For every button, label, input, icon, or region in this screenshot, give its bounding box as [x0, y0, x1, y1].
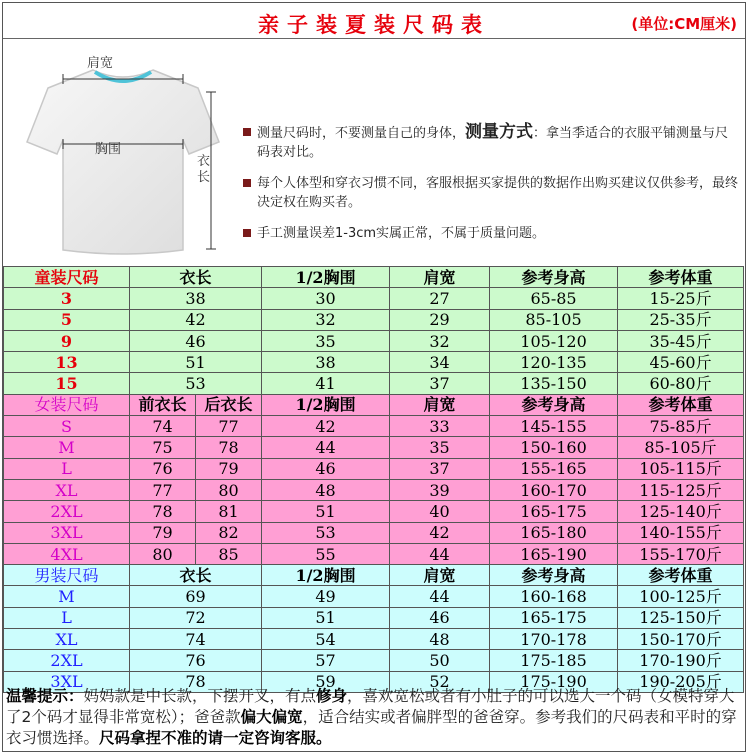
men-value-cell: 150-170斤: [618, 629, 744, 650]
unit-label: (单位:CM厘米): [631, 15, 737, 33]
women-value-cell: 160-170: [490, 479, 618, 500]
size-chart-table: [3, 266, 744, 693]
kids-size-cell: 5: [4, 309, 130, 330]
kids-value-cell: 32: [262, 309, 390, 330]
women-value-cell: 44: [262, 437, 390, 458]
women-header-cell: 前衣长: [130, 394, 196, 415]
note-1-emphasis: 测量方式: [465, 122, 534, 142]
kids-header-cell: 童装尺码: [4, 267, 130, 288]
women-value-cell: 85: [196, 543, 262, 564]
women-value-cell: 80: [196, 479, 262, 500]
men-header-cell: 肩宽: [390, 565, 490, 586]
kids-size-cell: 9: [4, 330, 130, 351]
kids-size-row: [4, 309, 744, 330]
kids-size-row: [4, 288, 744, 309]
women-value-cell: 42: [262, 416, 390, 437]
kids-header-cell: 衣长: [130, 267, 262, 288]
men-value-cell: 72: [130, 607, 262, 628]
kids-value-cell: 46: [130, 330, 262, 351]
men-value-cell: 44: [390, 586, 490, 607]
note-3: [241, 224, 741, 243]
kids-value-cell: 34: [390, 352, 490, 373]
kids-value-cell: 53: [130, 373, 262, 394]
kids-value-cell: 51: [130, 352, 262, 373]
women-header-cell: 参考体重: [618, 394, 744, 415]
men-rows: [4, 586, 744, 692]
men-value-cell: 59: [262, 671, 390, 692]
kids-size-row: [4, 373, 744, 394]
kids-value-cell: 42: [130, 309, 262, 330]
men-value-cell: 175-190: [490, 671, 618, 692]
note-3-text: 手工测量误差1-3cm实属正常，不属于质量问题。: [257, 226, 546, 241]
men-value-cell: 54: [262, 629, 390, 650]
women-size-row: [4, 543, 744, 564]
women-value-cell: 165-190: [490, 543, 618, 564]
men-header-cell: 参考体重: [618, 565, 744, 586]
men-size-cell: XL: [4, 629, 130, 650]
men-value-cell: 190-205斤: [618, 671, 744, 692]
kids-value-cell: 85-105: [490, 309, 618, 330]
women-value-cell: 39: [390, 479, 490, 500]
kids-value-cell: 120-135: [490, 352, 618, 373]
measure-notes: [241, 123, 741, 255]
women-size-cell: L: [4, 458, 130, 479]
tips-text-3: ，适合结实或者偏胖型的爸爸穿。参考我们的尺码表和平时的穿衣习惯选择。: [6, 708, 737, 747]
women-value-cell: 33: [390, 416, 490, 437]
note-2-text: 每个人体型和穿衣习惯不同，客服根据买家提供的数据作出购买建议仅供参考，最终决定权在购买者。: [257, 176, 739, 210]
men-value-cell: 46: [390, 607, 490, 628]
women-value-cell: 46: [262, 458, 390, 479]
men-size-row: [4, 586, 744, 607]
women-value-cell: 115-125斤: [618, 479, 744, 500]
kids-size-cell: 13: [4, 352, 130, 373]
women-value-cell: 74: [130, 416, 196, 437]
women-value-cell: 48: [262, 479, 390, 500]
women-value-cell: 105-115斤: [618, 458, 744, 479]
men-value-cell: 125-150斤: [618, 607, 744, 628]
warm-tips: [6, 686, 746, 749]
women-value-cell: 42: [390, 522, 490, 543]
kids-value-cell: 35-45斤: [618, 330, 744, 351]
women-value-cell: 140-155斤: [618, 522, 744, 543]
women-size-cell: XL: [4, 479, 130, 500]
women-value-cell: 55: [262, 543, 390, 564]
men-size-row: [4, 629, 744, 650]
women-value-cell: 85-105斤: [618, 437, 744, 458]
men-value-cell: 170-178: [490, 629, 618, 650]
kids-value-cell: 15-25斤: [618, 288, 744, 309]
kids-size-row: [4, 330, 744, 351]
bullet-icon: [243, 128, 251, 136]
men-header-cell: 男装尺码: [4, 565, 130, 586]
men-size-row: [4, 650, 744, 671]
kids-size-cell: 15: [4, 373, 130, 394]
women-size-cell: 2XL: [4, 501, 130, 522]
length-label: 衣长: [197, 154, 211, 185]
tips-bold-3: 尺码拿捏不准的请一定咨询客服。: [99, 729, 332, 747]
kids-value-cell: 27: [390, 288, 490, 309]
kids-value-cell: 35: [262, 330, 390, 351]
kids-header-row: [4, 267, 744, 288]
men-value-cell: 78: [130, 671, 262, 692]
men-size-cell: 3XL: [4, 671, 130, 692]
tips-bold-2: 偏大偏宽: [240, 708, 303, 726]
women-value-cell: 44: [390, 543, 490, 564]
women-value-cell: 78: [196, 437, 262, 458]
tips-bold-1: 修身: [316, 687, 348, 705]
women-header-cell: 女装尺码: [4, 394, 130, 415]
women-value-cell: 40: [390, 501, 490, 522]
women-size-row: [4, 522, 744, 543]
tips-text-2: ，喜欢宽松或者有小肚子的可以选大一个码（女模特穿大了2个码才显得非常宽松）；爸爸款: [6, 687, 735, 726]
women-header-cell: 肩宽: [390, 394, 490, 415]
men-size-cell: L: [4, 607, 130, 628]
men-value-cell: 76: [130, 650, 262, 671]
kids-value-cell: 41: [262, 373, 390, 394]
women-size-row: [4, 458, 744, 479]
women-value-cell: 81: [196, 501, 262, 522]
women-size-row: [4, 416, 744, 437]
women-value-cell: 75: [130, 437, 196, 458]
kids-value-cell: 60-80斤: [618, 373, 744, 394]
kids-rows: [4, 288, 744, 394]
kids-header-cell: 1/2胸围: [262, 267, 390, 288]
men-value-cell: 49: [262, 586, 390, 607]
kids-value-cell: 105-120: [490, 330, 618, 351]
men-header-cell: 1/2胸围: [262, 565, 390, 586]
kids-value-cell: 45-60斤: [618, 352, 744, 373]
men-value-cell: 100-125斤: [618, 586, 744, 607]
kids-value-cell: 135-150: [490, 373, 618, 394]
chest-label: 胸围: [95, 142, 122, 157]
kids-value-cell: 65-85: [490, 288, 618, 309]
kids-value-cell: 25-35斤: [618, 309, 744, 330]
women-value-cell: 77: [196, 416, 262, 437]
women-value-cell: 155-170斤: [618, 543, 744, 564]
men-value-cell: 48: [390, 629, 490, 650]
men-size-row: [4, 607, 744, 628]
kids-value-cell: 38: [130, 288, 262, 309]
men-value-cell: 69: [130, 586, 262, 607]
women-size-cell: 3XL: [4, 522, 130, 543]
men-value-cell: 52: [390, 671, 490, 692]
tips-text-1: 妈妈款是中长款，下摆开叉，有点: [83, 687, 317, 705]
kids-value-cell: 29: [390, 309, 490, 330]
men-value-cell: 165-175: [490, 607, 618, 628]
women-size-row: [4, 479, 744, 500]
women-header-row: [4, 394, 744, 415]
men-header-row: [4, 565, 744, 586]
kids-header-cell: 参考体重: [618, 267, 744, 288]
men-value-cell: 170-190斤: [618, 650, 744, 671]
women-value-cell: 145-155: [490, 416, 618, 437]
men-size-cell: M: [4, 586, 130, 607]
women-value-cell: 125-140斤: [618, 501, 744, 522]
men-value-cell: 51: [262, 607, 390, 628]
shoulder-label: 肩宽: [87, 56, 114, 71]
women-value-cell: 51: [262, 501, 390, 522]
kids-header-cell: 肩宽: [390, 267, 490, 288]
men-value-cell: 175-185: [490, 650, 618, 671]
women-value-cell: 79: [130, 522, 196, 543]
women-value-cell: 82: [196, 522, 262, 543]
kids-size-cell: 3: [4, 288, 130, 309]
women-value-cell: 79: [196, 458, 262, 479]
page-title: 亲子装夏装尺码表: [258, 12, 490, 37]
note-1-text-b: ：拿当季适合的衣服平铺测量与尺码表对比。: [257, 126, 729, 160]
kids-value-cell: 32: [390, 330, 490, 351]
women-size-row: [4, 501, 744, 522]
women-value-cell: 80: [130, 543, 196, 564]
note-2: [241, 174, 741, 212]
title-bar: [3, 3, 745, 39]
men-size-cell: 2XL: [4, 650, 130, 671]
kids-header-cell: 参考身高: [490, 267, 618, 288]
women-value-cell: 75-85斤: [618, 416, 744, 437]
women-header-cell: 1/2胸围: [262, 394, 390, 415]
women-value-cell: 155-165: [490, 458, 618, 479]
men-header-cell: 参考身高: [490, 565, 618, 586]
women-value-cell: 37: [390, 458, 490, 479]
women-value-cell: 78: [130, 501, 196, 522]
women-value-cell: 76: [130, 458, 196, 479]
women-header-cell: 后衣长: [196, 394, 262, 415]
kids-value-cell: 38: [262, 352, 390, 373]
women-value-cell: 165-175: [490, 501, 618, 522]
bullet-icon: [243, 179, 251, 187]
women-value-cell: 53: [262, 522, 390, 543]
kids-value-cell: 37: [390, 373, 490, 394]
men-value-cell: 57: [262, 650, 390, 671]
women-value-cell: 165-180: [490, 522, 618, 543]
women-header-cell: 参考身高: [490, 394, 618, 415]
women-rows: [4, 416, 744, 565]
men-value-cell: 160-168: [490, 586, 618, 607]
women-value-cell: 35: [390, 437, 490, 458]
women-size-row: [4, 437, 744, 458]
women-size-cell: S: [4, 416, 130, 437]
note-1: [241, 123, 741, 162]
men-value-cell: 74: [130, 629, 262, 650]
men-value-cell: 50: [390, 650, 490, 671]
tips-label: 温馨提示：: [6, 687, 84, 705]
bullet-icon: [243, 229, 251, 237]
women-size-cell: 4XL: [4, 543, 130, 564]
kids-value-cell: 30: [262, 288, 390, 309]
women-value-cell: 150-160: [490, 437, 618, 458]
tshirt-illustration: [23, 44, 228, 264]
kids-size-row: [4, 352, 744, 373]
men-header-cell: 衣长: [130, 565, 262, 586]
measure-guide: [3, 40, 745, 266]
women-size-cell: M: [4, 437, 130, 458]
note-1-text-a: 测量尺码时，不要测量自己的身体，: [257, 126, 466, 141]
women-value-cell: 77: [130, 479, 196, 500]
